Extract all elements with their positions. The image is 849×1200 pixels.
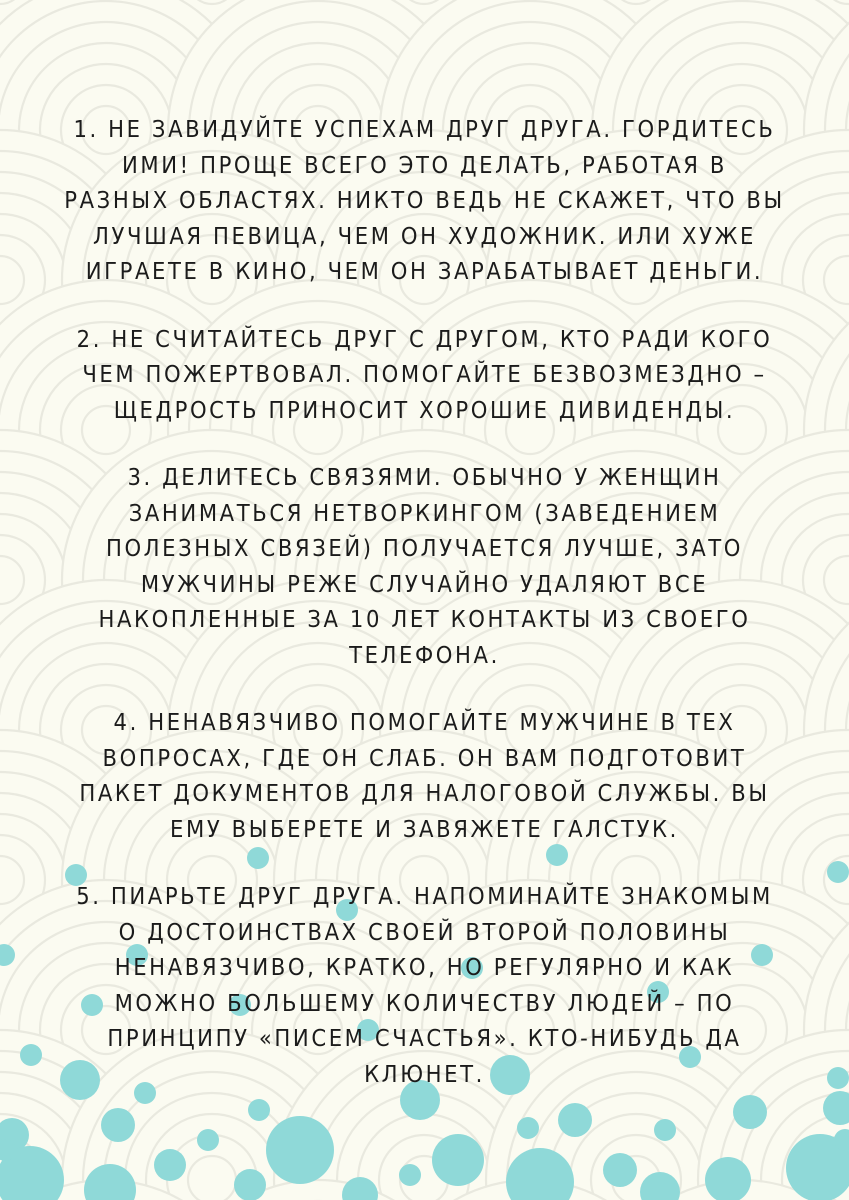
tip-line: НЕНАВЯЗЧИВО, КРАТКО, НО РЕГУЛЯРНО И КАК [114,953,735,981]
tip-line: ЗАНИМАТЬСЯ НЕТВОРКИНГОМ (ЗАВЕДЕНИЕМ [128,498,721,527]
decorative-dot [823,1091,849,1125]
tip-line: ЕМУ ВЫБЕРЕТЕ И ЗАВЯЖЕТЕ ГАЛСТУК. [170,814,679,843]
tip-line: МОЖНО БОЛЬШЕМУ КОЛИЧЕСТВУ ЛЮДЕЙ – ПО [114,988,735,1017]
tip-line: 5. ПИАРЬТЕ ДРУГ ДРУГА. НАПОМИНАЙТЕ ЗНАКОМЫМ [76,882,773,910]
decorative-dot [197,1129,219,1151]
decorative-dot [154,1149,186,1181]
decorative-dot [84,1164,136,1200]
tip-3 [60,460,789,673]
tip-line: ТЕЛЕФОНА. [349,640,500,669]
tip-line: НАКОПЛЕННЫЕ ЗА 10 ЛЕТ КОНТАКТЫ ИЗ СВОЕГО [98,605,751,633]
tip-line: ИГРАЕТЕ В КИНО, ЧЕМ ОН ЗАРАБАТЫВАЕТ ДЕНЬГИ. [85,257,764,285]
tip-line: ВОПРОСАХ, ГДЕ ОН СЛАБ. ОН ВАМ ПОДГОТОВИТ [102,743,747,772]
decorative-dot [342,1177,378,1200]
tip-2 [60,322,789,429]
tip-line: ПОЛЕЗНЫХ СВЯЗЕЙ) ПОЛУЧАЕТСЯ ЛУЧШЕ, ЗАТО [105,534,744,562]
tip-line: 1. НЕ ЗАВИДУЙТЕ УСПЕХАМ ДРУГ ДРУГА. ГОРДИТЕСЬ [73,115,776,143]
decorative-dot [506,1148,574,1200]
tip-line: КЛЮНЕТ. [364,1059,485,1088]
tip-5 [60,879,789,1092]
decorative-dot [234,1169,266,1200]
tip-line: РАЗНЫХ ОБЛАСТЯХ. НИКТО ВЕДЬ НЕ СКАЖЕТ, ЧТО ВЫ [64,186,785,214]
tips-text [60,112,789,1124]
tip-line: 3. ДЕЛИТЕСЬ СВЯЗЯМИ. ОБЫЧНО У ЖЕНЩИН [127,463,722,491]
tip-line: ПАКЕТ ДОКУМЕНТОВ ДЛЯ НАЛОГОВОЙ СЛУЖБЫ. ВЫ [79,779,770,807]
tip-line: ПРИНЦИПУ «ПИСЕМ СЧАСТЬЯ». КТО-НИБУДЬ ДА [107,1024,742,1052]
decorative-dot [705,1157,751,1200]
decorative-dot [432,1134,484,1186]
decorative-dot [603,1153,637,1187]
decorative-dot [399,1164,421,1186]
tip-line: МУЖЧИНЫ РЕЖЕ СЛУЧАЙНО УДАЛЯЮТ ВСЕ [140,569,709,598]
decorative-dot [20,1044,42,1066]
tip-line: ЩЕДРОСТЬ ПРИНОСИТ ХОРОШИЕ ДИВИДЕНДЫ. [113,395,736,424]
tip-line: 2. НЕ СЧИТАЙТЕСЬ ДРУГ С ДРУГОМ, КТО РАДИ КОГО [76,324,773,353]
decorative-dot [0,944,15,966]
tip-line: О ДОСТОИНСТВАХ СВОЕЙ ВТОРОЙ ПОЛОВИНЫ [118,917,731,946]
tip-line: ИМИ! ПРОЩЕ ВСЕГО ЭТО ДЕЛАТЬ, РАБОТАЯ В [122,150,727,179]
decorative-dot [827,1067,849,1089]
tip-line: ЧЕМ ПОЖЕРТВОВАЛ. ПОМОГАЙТЕ БЕЗВОЗМЕЗДНО – [82,360,767,388]
decorative-dot [266,1116,334,1184]
decorative-dot [827,861,849,883]
tip-1 [60,112,789,290]
decorative-dot [640,1172,680,1200]
tip-4 [60,705,789,847]
tip-line: ЛУЧШАЯ ПЕВИЦА, ЧЕМ ОН ХУДОЖНИК. ИЛИ ХУЖЕ [93,221,756,250]
tip-line: 4. НЕНАВЯЗЧИВО ПОМОГАЙТЕ МУЖЧИНЕ В ТЕХ [113,708,736,736]
